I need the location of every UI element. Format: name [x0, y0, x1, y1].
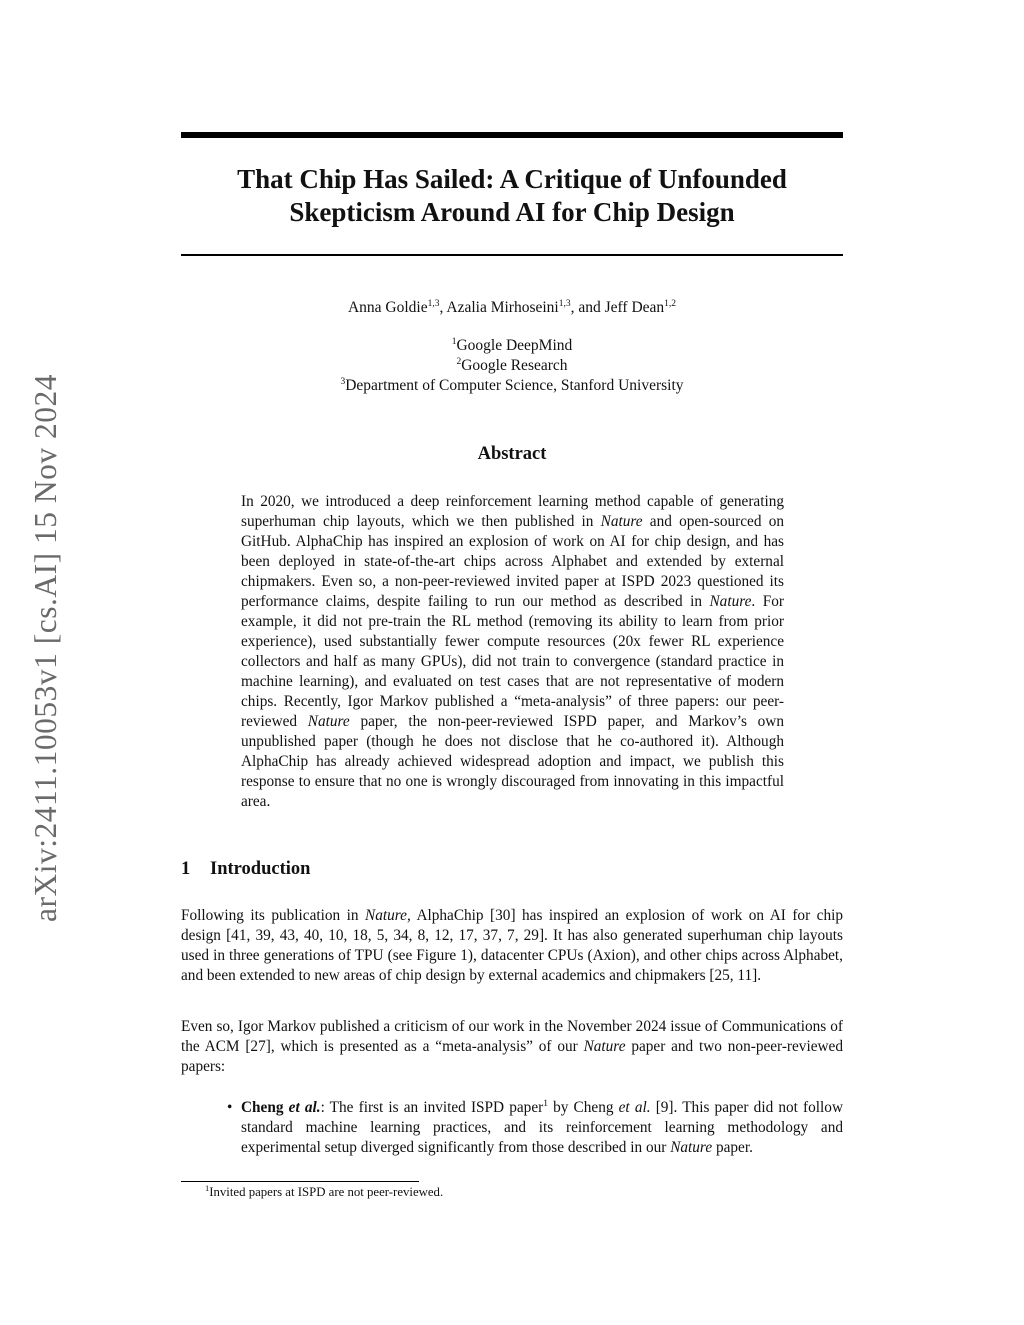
journal-name: Nature: [365, 907, 407, 924]
title-top-rule: [181, 132, 843, 138]
bullet-marker: •: [227, 1099, 233, 1116]
title-line-1: That Chip Has Sailed: A Critique of Unfounded: [237, 164, 787, 194]
abstract-text: and open-sourced on GitHub. AlphaChip has inspired an explosion of work on AI for chip design, and has been deployed in state-of-the-art chips across Alphabet and extended by external chipmakers. Even so, a non-peer-reviewed invited paper at ISPD 2023 questioned its performance claims, despite failing to run our method as described in: [241, 513, 784, 610]
bullet-body-text: [9]. This paper did not follow standard machine learning practices, and its reinforcement learning methodology and experimental setup diverged significantly from those described in our: [241, 1099, 843, 1156]
footnote-number: 1: [205, 1183, 210, 1193]
paragraph-text: Even so, Igor Markov published a criticism of our work in the November 2024 issue of Communications of the ACM [27], which is presented as a “meta-analysis” of our: [181, 1018, 843, 1055]
section-title-text: Introduction: [210, 859, 311, 879]
abstract-body: [241, 492, 784, 812]
author-name: Jeff Dean: [604, 299, 665, 316]
intro-paragraph-1: [181, 906, 843, 986]
affiliation-item: [181, 376, 843, 396]
affiliation-list: [181, 336, 843, 396]
bullet-lead-etal: et al.: [288, 1099, 321, 1116]
bullet-text: [241, 1098, 843, 1158]
paragraph-text: Following its publication in: [181, 907, 366, 924]
arxiv-identifier: arXiv:2411.10053v1 [cs.AI] 15 Nov 2024: [28, 374, 63, 923]
section-heading: [181, 859, 310, 880]
affiliation-number: 1: [451, 337, 457, 347]
intro-paragraph-2: [181, 1017, 843, 1077]
bullet-body-text: by Cheng: [547, 1099, 619, 1116]
title-line-2: Skepticism Around AI for Chip Design: [289, 197, 735, 227]
journal-name: Nature: [600, 513, 643, 530]
paragraph-text: , AlphaChip [30] has inspired an explosion of work on AI for chip design [41, 39, 43, 40, 10, 18, 5, 34, 8, 12, 17, 37, 7, 29]. It has also generated superhuman chip layouts used in three generations of TPU (see Figure 1), datacenter CPUs (Axion), and other chips across Alphabet, and been extended to new areas of chip design by external academics and chipmakers [25, 11].: [181, 907, 843, 984]
author-separator: , and: [570, 299, 605, 316]
affiliation-number: 2: [456, 357, 462, 367]
paper-title: [181, 163, 843, 229]
bullet-body-text: : The first is an invited ISPD paper: [320, 1099, 544, 1116]
journal-name: Nature: [670, 1139, 713, 1156]
bullet-lead-name: Cheng: [241, 1099, 289, 1116]
abstract-text: . For example, it did not pre-train the RL method (removing its ability to learn from prior experience), used substantially fewer compute resources (20x fewer RL experience collectors and half as many GPUs), did not train to convergence (standard practice in machine learning), and evaluated on test cases that are not representative of modern chips. Recently, Igor Markov published a “meta-analysis” of three papers: our peer-reviewed: [241, 593, 784, 730]
affiliation-name: Department of Computer Science, Stanford University: [345, 377, 684, 394]
footnote-text: Invited papers at ISPD are not peer-reviewed.: [209, 1185, 444, 1199]
abstract-text: paper, the non-peer-reviewed ISPD paper, and Markov’s own unpublished paper (though he does not disclose that he co-authored it). Although AlphaChip has already achieved widespread adoption and impact, we publish this response to ensure that no one is wrongly discouraged from innovating in this impactful area.: [241, 713, 784, 810]
bullet-etal: et al.: [618, 1099, 651, 1116]
author-name: Anna Goldie: [347, 299, 428, 316]
section-number: 1: [181, 859, 191, 879]
affiliation-name: Google Research: [461, 357, 568, 374]
journal-name: Nature: [709, 593, 752, 610]
abstract-text: In 2020, we introduced a deep reinforcement learning method capable of generating superhuman chip layouts, which we then published in: [241, 493, 784, 530]
footnote-reference[interactable]: 1: [543, 1099, 548, 1109]
bullet-item: [181, 1098, 843, 1158]
author-affil-marker: 1,3: [427, 299, 440, 309]
journal-name: Nature: [583, 1038, 626, 1055]
author-name: Azalia Mirhoseini: [446, 299, 559, 316]
footnote: [205, 1185, 443, 1200]
author-affil-marker: 1,3: [558, 299, 571, 309]
footnote-rule: [181, 1181, 419, 1182]
affiliation-number: 3: [340, 377, 346, 387]
author-affil-marker: 1,2: [664, 299, 677, 309]
title-bottom-rule: [181, 254, 843, 256]
journal-name: Nature: [307, 713, 350, 730]
author-separator: ,: [439, 299, 447, 316]
author-list: [181, 299, 843, 317]
affiliation-name: Google DeepMind: [456, 337, 573, 354]
affiliation-item: [181, 336, 843, 356]
paragraph-text: paper and two non-peer-reviewed papers:: [181, 1038, 843, 1075]
abstract-heading: Abstract: [477, 444, 547, 464]
bullet-body-text: paper.: [712, 1139, 753, 1156]
affiliation-item: [181, 356, 843, 376]
